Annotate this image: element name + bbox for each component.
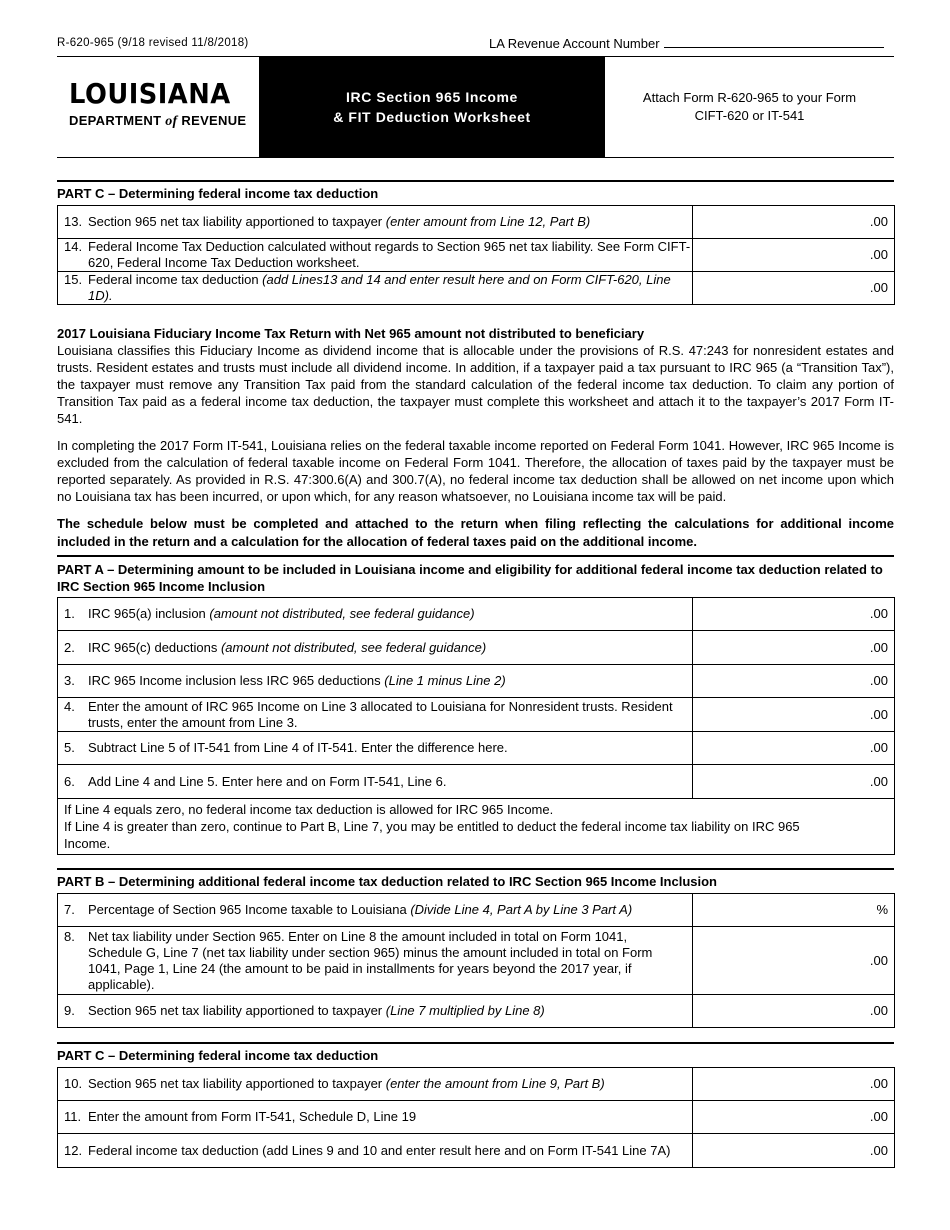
form-title: IRC Section 965 Income & FIT Deduction Worksheet [259,57,605,157]
line-8-label: 8. Net tax liability under Section 965. Enter on Line 8 the amount included in total on Form 1041, Schedule G, Line 7 (net tax liability under section 965) minus the amount included in total on Form 1041, Page 1, Line 24 (the amount to be paid in installments for years beyond the 2017 year, if applicable). [58,927,693,995]
table-row [58,995,895,1028]
fiduciary-heading: 2017 Louisiana Fiduciary Income Tax Return with Net 965 amount not distributed to beneficiary [57,326,645,341]
line-8-amount[interactable]: .00 [693,927,895,995]
part-c-top-title: PART C – Determining federal income tax deduction [57,180,894,201]
line-9-label: 9. Section 965 net tax liability apportioned to taxpayer (Line 7 multiplied by Line 8) [58,995,693,1028]
part-b-table [57,893,895,1028]
table-row [58,272,895,305]
line-13-amount[interactable]: .00 [693,206,895,239]
table-row [58,698,895,732]
table-row [58,927,895,995]
line-1-amount[interactable]: .00 [693,598,895,631]
table-row [58,598,895,631]
table-row [58,1101,895,1134]
part-c-title: PART C – Determining federal income tax deduction [57,1042,894,1063]
line-6-label: 6. Add Line 4 and Line 5. Enter here and on Form IT-541, Line 6. [58,765,693,799]
line-13-label: 13. Section 965 net tax liability apportioned to taxpayer (enter amount from Line 12, Part B) [58,206,693,239]
part-a-note-2: If Line 4 is greater than zero, continue to Part B, Line 7, you may be entitled to deduct the federal income tax liability on IRC 965 Income. [64,819,800,851]
line-5-amount[interactable]: .00 [693,732,895,765]
part-a-table [57,597,895,855]
line-10-amount[interactable]: .00 [693,1068,895,1101]
account-number-line[interactable] [664,36,884,48]
line-12-label: 12. Federal income tax deduction (add Lines 9 and 10 and enter result here and on Form IT-541 Line 7A) [58,1134,693,1168]
form-id: R-620-965 (9/18 revised 11/8/2018) [57,37,249,49]
table-row [58,894,895,927]
line-9-amount[interactable]: .00 [693,995,895,1028]
table-row [58,631,895,665]
logo-sub: DEPARTMENT of REVENUE [69,113,247,129]
table-row [58,799,895,855]
account-number-label: LA Revenue Account Number [489,36,660,51]
line-3-amount[interactable]: .00 [693,665,895,698]
table-row [58,206,895,239]
logo-main: LOUISIANA [69,77,231,110]
fiduciary-paragraph-2: In completing the 2017 Form IT-541, Louisiana relies on the federal taxable income reported on Federal Form 1041. However, IRC 965 Income is excluded from the calculation of federal taxable income on Federal Form 1041. Therefore, the allocation of taxes paid by the taxpayer must be reported separately. As provided in R.S. 47:300.6(A) and 300.7(A), no federal income tax deduction shall be allowed on net income upon which no Louisiana tax has been incurred, or upon which, for any reason whatsoever, no Louisiana income tax will be paid. [57,438,894,504]
line-14-amount[interactable]: .00 [693,239,895,272]
table-row [58,1068,895,1101]
line-4-label: 4. Enter the amount of IRC 965 Income on Line 3 allocated to Louisiana for Nonresident trusts. Resident trusts, enter the amount from Line 3. [58,698,693,732]
part-a-note-1: If Line 4 equals zero, no federal income tax deduction is allowed for IRC 965 Income. [64,802,554,817]
table-row [58,1134,895,1168]
table-row [58,765,895,799]
line-7-amount[interactable]: % [693,894,895,927]
part-c-table [57,1067,895,1168]
line-2-amount[interactable]: .00 [693,631,895,665]
line-4-amount[interactable]: .00 [693,698,895,732]
fiduciary-paragraph-1: Louisiana classifies this Fiduciary Income as dividend income that is allocable under the provisions of R.S. 47:243 for nonresident estates and trusts. Resident estates and trusts must include all dividend income. In addition, if a taxpayer paid a tax pursuant to IRC 965 (a “Transition Tax”), the taxpayer must remove any Transition Tax paid from the standard calculation of the federal income tax deduction. To claim any portion of Transition Tax paid as a federal income tax deduction, the taxpayer must complete this worksheet and attach it to the taxpayer’s 2017 Form IT-541. [57,343,894,426]
part-b-title: PART B – Determining additional federal income tax deduction related to IRC Section 965 Income Inclusion [57,868,894,889]
line-11-label: 11. Enter the amount from Form IT-541, Schedule D, Line 19 [58,1101,693,1134]
line-5-label: 5. Subtract Line 5 of IT-541 from Line 4 of IT-541. Enter the difference here. [58,732,693,765]
part-a-notes [58,799,895,855]
line-2-label: 2. IRC 965(c) deductions (amount not distributed, see federal guidance) [58,631,693,665]
table-row [58,239,895,272]
line-10-label: 10. Section 965 net tax liability apportioned to taxpayer (enter the amount from Line 9, Part B) [58,1068,693,1101]
louisiana-revenue-logo [69,79,249,130]
table-row [58,665,895,698]
part-c-top-table [57,205,895,305]
line-1-label: 1. IRC 965(a) inclusion (amount not distributed, see federal guidance) [58,598,693,631]
line-15-label: 15. Federal income tax deduction (add Lines13 and 14 and enter result here and on Form CIFT-620, Line 1D). [58,272,693,305]
account-number-field[interactable] [489,36,884,51]
line-3-label: 3. IRC 965 Income inclusion less IRC 965 deductions (Line 1 minus Line 2) [58,665,693,698]
table-row [58,732,895,765]
attach-instruction: Attach Form R-620-965 to your Form CIFT-620 or IT-541 [642,90,857,123]
form-header [57,56,894,158]
line-12-amount[interactable]: .00 [693,1134,895,1168]
line-7-label: 7. Percentage of Section 965 Income taxable to Louisiana (Divide Line 4, Part A by Line 3 Part A) [58,894,693,927]
schedule-note: The schedule below must be completed and attached to the return when filing reflecting the calculations for additional income included in the return and a calculation for the allocation of federal taxes paid on the additional income. [57,516,894,549]
line-11-amount[interactable]: .00 [693,1101,895,1134]
part-a-title: PART A – Determining amount to be included in Louisiana income and eligibility for additional federal income tax deduction related to IRC Section 965 Income Inclusion [57,555,894,595]
line-14-label: 14. Federal Income Tax Deduction calculated without regards to Section 965 net tax liability. See Form CIFT-620, Federal Income Tax Deduction worksheet. [58,239,693,272]
line-6-amount[interactable]: .00 [693,765,895,799]
line-15-amount[interactable]: .00 [693,272,895,305]
